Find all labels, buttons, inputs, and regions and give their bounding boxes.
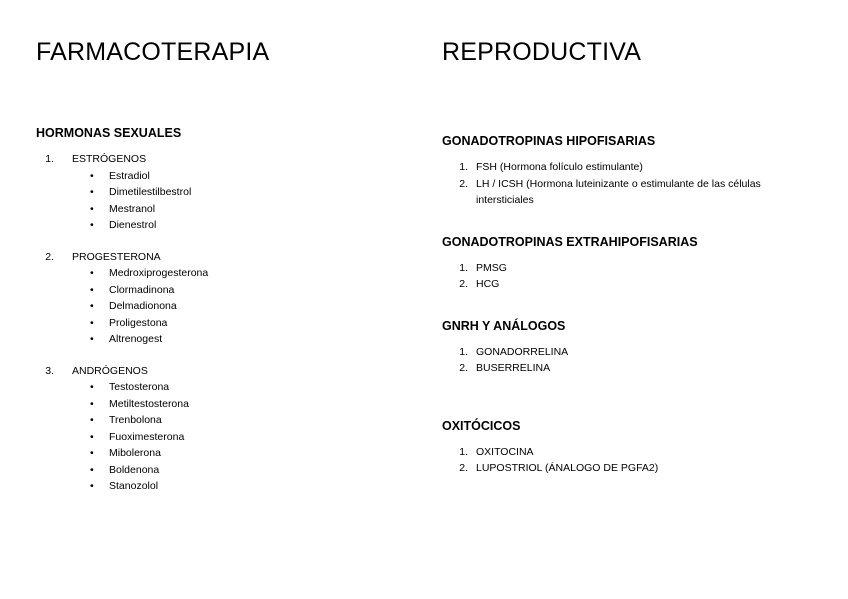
item-text: Testosterona [109,381,170,393]
list-item [90,265,416,282]
group-label: ESTRÓGENOS [72,153,147,165]
bullet-icon: • [90,283,94,296]
group-progesterona [36,249,416,348]
list-item [442,176,822,209]
numbered-list [442,260,822,293]
group-label: PROGESTERONA [72,250,161,263]
bullet-icon: • [90,169,94,182]
item-number: 1. [459,261,468,274]
numbered-list [442,444,822,477]
bullet-icon: • [90,202,94,215]
section-gnrh-analogos [442,319,822,377]
section-gonadotropinas-hipofisarias [442,134,822,209]
group-number: 1. [45,153,54,165]
item-text: Clormadinona [109,283,175,296]
hormone-groups-list [36,151,416,495]
item-text: Mibolerona [109,447,161,459]
section-heading: GNRH Y ANÁLOGOS [442,318,566,333]
item-text: OXITOCINA [476,445,534,458]
estrogenos-items [36,168,416,234]
list-item [90,379,416,396]
list-item [442,260,822,277]
item-number: 1. [459,445,468,458]
list-item [90,217,416,234]
list-item [442,360,822,377]
item-text: Stanozolol [109,480,159,492]
section-heading-hormonas: HORMONAS SEXUALES [36,126,182,140]
section-heading: GONADOTROPINAS EXTRAHIPOFISARIAS [442,234,698,249]
list-item [90,445,416,462]
list-item [90,429,416,446]
item-text: LUPOSTRIOL (ÁNALOGO DE PGFA2) [476,462,659,474]
androgenos-items [36,379,416,495]
item-text: Trenbolona [109,414,162,426]
bullet-icon: • [90,333,94,345]
numbered-list [442,344,822,377]
list-item [442,460,822,477]
bullet-icon: • [90,381,94,393]
item-number: 1. [459,161,468,173]
list-item [90,478,416,495]
item-text: Altrenogest [109,333,163,345]
left-column [36,126,416,495]
list-item [442,159,822,176]
item-text: Estradiol [109,169,150,182]
group-label: ANDRÓGENOS [72,364,148,377]
bullet-icon: • [90,480,94,492]
list-item [90,396,416,413]
section-heading: OXITÓCICOS [442,418,521,433]
bullet-icon: • [90,463,94,476]
title-right: REPRODUCTIVA [442,38,642,66]
group-estrogenos [36,151,416,234]
list-item [90,168,416,185]
bullet-icon: • [90,397,94,410]
right-column [442,134,822,477]
list-item [90,184,416,201]
section-gonadotropinas-extrahipofisarias [442,235,822,293]
bullet-icon: • [90,316,94,329]
list-item [90,201,416,218]
item-text: Proligestona [109,316,168,329]
bullet-icon: • [90,219,94,231]
bullet-icon: • [90,447,94,459]
item-number: 2. [459,177,468,190]
item-number: 2. [459,362,468,374]
item-text: LH / ICSH (Hormona luteinizante o estimulante de las células intersticiales [476,177,761,206]
numbered-list [442,159,822,209]
item-text: Dimetilestilbestrol [109,186,192,198]
item-text: Mestranol [109,202,156,215]
bullet-icon: • [90,300,94,312]
list-item [90,462,416,479]
item-text: PMSG [476,261,507,274]
item-number: 1. [459,345,468,358]
bullet-icon: • [90,186,94,198]
section-heading: GONADOTROPINAS HIPOFISARIAS [442,134,656,148]
list-item [90,331,416,348]
progesterona-items [36,265,416,348]
bullet-icon: • [90,414,94,426]
item-number: 2. [459,462,468,474]
list-item [90,298,416,315]
list-item [90,412,416,429]
list-item [442,276,822,293]
item-text: Delmadionona [109,300,177,312]
item-number: 2. [459,278,468,290]
item-text: Metiltestosterona [109,397,189,410]
item-text: Fuoximesterona [109,430,185,443]
group-number: 2. [45,250,54,263]
list-item [442,344,822,361]
spacer [36,234,416,249]
bullet-icon: • [90,430,94,443]
item-text: Boldenona [109,463,160,476]
section-oxitocicos [442,419,822,477]
item-text: BUSERRELINA [476,362,551,374]
group-androgenos [36,363,416,495]
spacer [36,348,416,363]
item-text: FSH (Hormona folículo estimulante) [476,161,643,173]
list-item [90,315,416,332]
title-left: FARMACOTERAPIA [36,38,270,66]
list-item [442,444,822,461]
bullet-icon: • [90,267,94,279]
group-number: 3. [45,364,54,377]
item-text: Medroxiprogesterona [109,267,209,279]
item-text: GONADORRELINA [476,345,569,358]
list-item [90,282,416,299]
item-text: Dienestrol [109,219,157,231]
item-text: HCG [476,278,500,290]
